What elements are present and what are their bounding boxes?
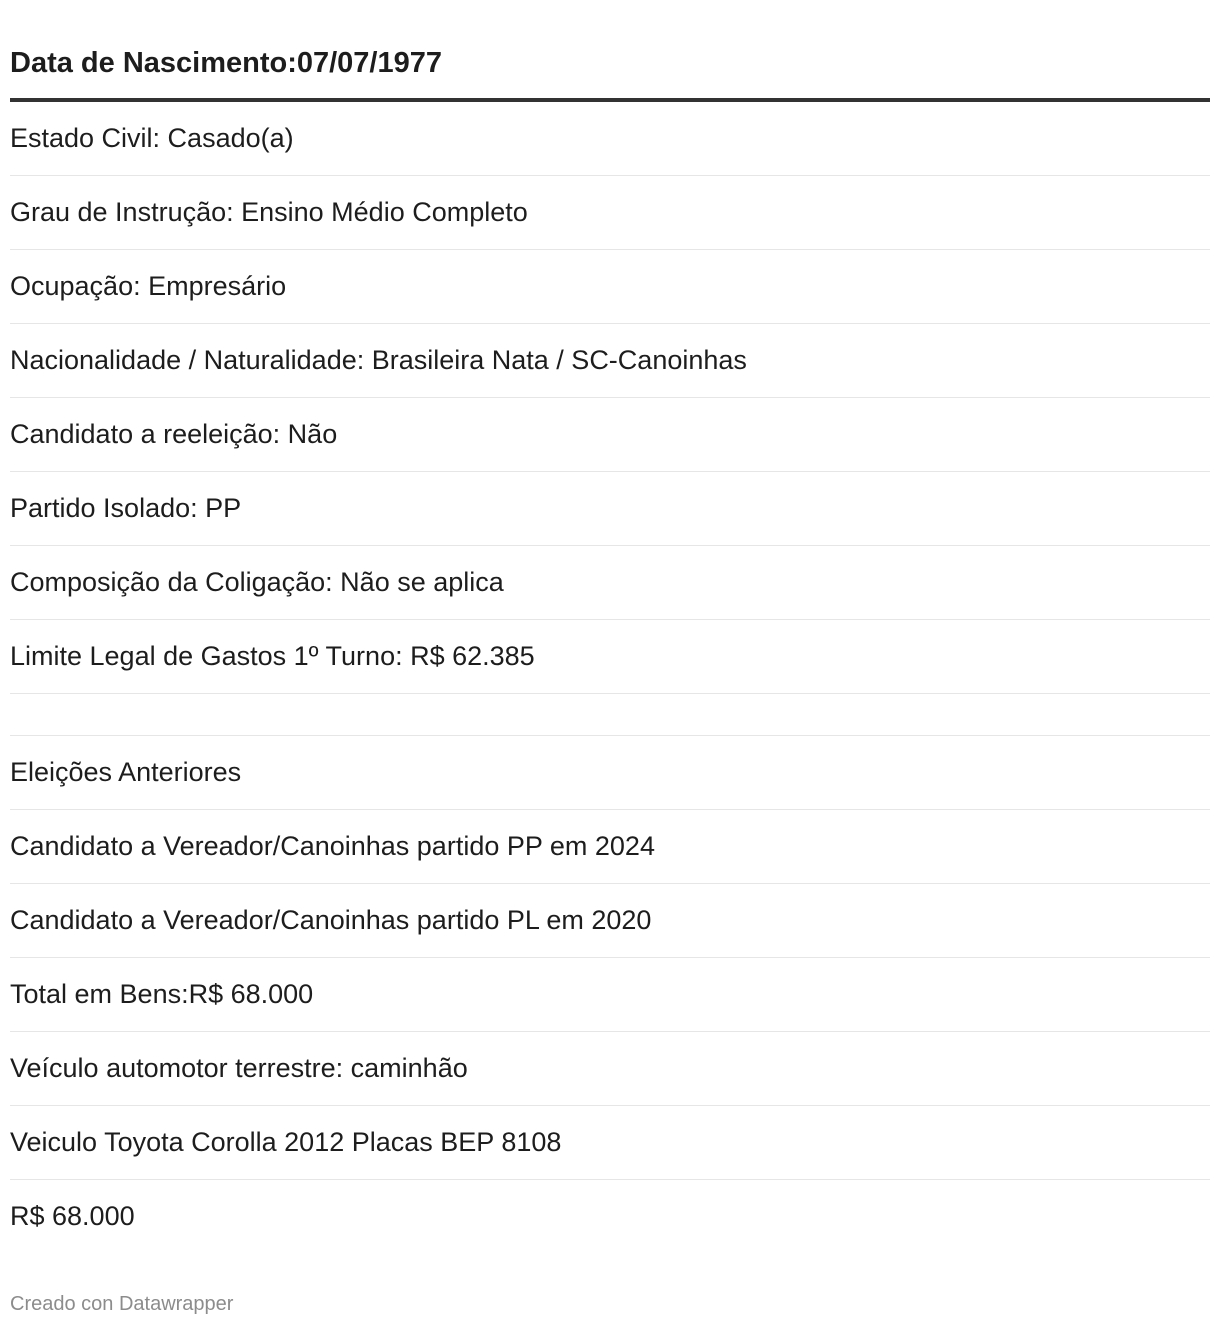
row-label: Veículo automotor terrestre: caminhão — [10, 1053, 468, 1083]
row-label: Ocupação: Empresário — [10, 271, 287, 301]
table-row — [10, 472, 1210, 546]
row-label: Candidato a reeleição: Não — [10, 419, 338, 449]
row-label: Limite Legal de Gastos 1º Turno: R$ 62.385 — [10, 641, 535, 671]
row-label: Nacionalidade / Naturalidade: Brasileira Nata / SC-Canoinhas — [10, 345, 747, 375]
table-row — [10, 810, 1210, 884]
table-row — [10, 736, 1210, 810]
header-title: Data de Nascimento:07/07/1977 — [10, 47, 442, 79]
table-row — [10, 1032, 1210, 1106]
row-label: R$ 68.000 — [10, 1201, 135, 1231]
row-label: Grau de Instrução: Ensino Médio Completo — [10, 197, 528, 227]
table-row — [10, 324, 1210, 398]
table-row — [10, 1106, 1210, 1180]
table-row — [10, 176, 1210, 250]
row-label: Veiculo Toyota Corolla 2012 Placas BEP 8108 — [10, 1127, 562, 1157]
table-row-empty — [10, 694, 1210, 736]
row-label: Candidato a Vereador/Canoinhas partido PP em 2024 — [10, 831, 655, 861]
table-row — [10, 398, 1210, 472]
row-label: Composição da Coligação: Não se aplica — [10, 567, 504, 597]
table-row — [10, 958, 1210, 1032]
table-row — [10, 1180, 1210, 1253]
row-label: Partido Isolado: PP — [10, 493, 242, 523]
table-row — [10, 620, 1210, 694]
row-label: Total em Bens:R$ 68.000 — [10, 979, 314, 1009]
row-label: Candidato a Vereador/Canoinhas partido PL em 2020 — [10, 905, 652, 935]
table-row — [10, 546, 1210, 620]
table-header — [10, 0, 1210, 102]
table-row — [10, 884, 1210, 958]
datawrapper-table — [10, 0, 1210, 1253]
table-row — [10, 250, 1210, 324]
row-label: Estado Civil: Casado(a) — [10, 123, 294, 153]
row-label: Eleições Anteriores — [10, 757, 242, 787]
datawrapper-credit-link[interactable]: Creado con Datawrapper — [10, 1293, 234, 1315]
table-row — [10, 102, 1210, 176]
